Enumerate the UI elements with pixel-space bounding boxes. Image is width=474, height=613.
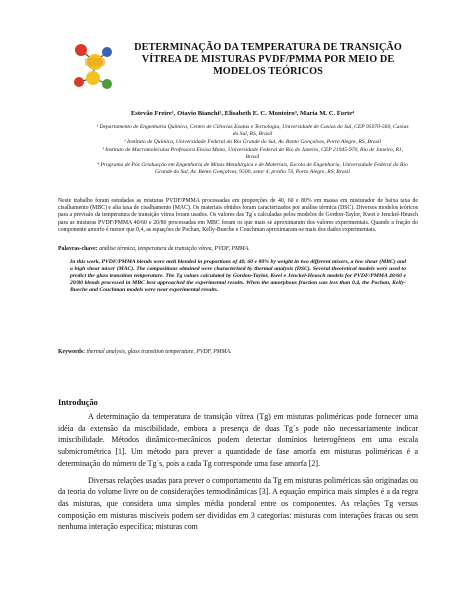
paper-title — [118, 42, 418, 78]
keywords-text: thermal analysis, glass transition temperature, PVDF, PMMA. — [86, 349, 232, 355]
molecule-logo-icon — [69, 36, 119, 94]
affiliation-4: ⁴ Programa de Pós Graduação em Engenharia de Minas Metalúrgica e de Materiais, Escola de Engenharia, Universidade Federal do Rio Grande do Sul, Av. Bento Gonçalves, 9500, setor 4, prédio 74, Porto Alegre, RS, Brasil — [97, 162, 408, 176]
affiliation-3: ³ Instituto de Macromoléculas Professora Eloisa Mano, Universidade Federal do Rio de Janeiro, CEP 21945-970, Rio de Janeiro, RJ, Brasil — [102, 147, 403, 161]
affiliation-2: ² Instituto de Química, Universidade Federal do Rio Grande do Sul, Av. Bento Gonçalves, Porto Alegre, RS, Brasil — [123, 139, 382, 145]
keywords-label: Keywords — [58, 349, 84, 355]
author-list: Estevão Freire¹, Otavio Bianchi², Elisabeth E. C. Monteiro³, Maria M. C. Forte⁴ — [130, 110, 355, 117]
intro-section — [58, 411, 418, 533]
title-line: VÍTREA DE MISTURAS PVDF/PMMA POR MEIO DE — [141, 54, 395, 65]
title-line: DETERMINAÇÃO DA TEMPERATURA DE TRANSIÇÃO — [134, 42, 402, 53]
keywords: Keywords: thermal analysis, glass transition temperature, PVDF, PMMA. — [58, 349, 232, 355]
intro-paragraph: Diversas relações usadas para prever o comportamento da Tg em misturas poliméricas são originadas ou da teoria do volume livre ou de considerações termodinâmicas [3]. A equação empírica mais simples é a da regra das misturas, que considera uma simples média ponderal entre os componentes. As relações Tg versus composição em misturas miscíveis podem ser divididas em 3 categorias: misturas com interações fracas ou sem nenhuma interação específica; misturas com — [58, 475, 418, 532]
abstract-paragraph: In this work, PVDF/PMMA blends were melt blended in proportions of 40, 60 e 80% by weight in two different mixers, a low shear (MBC) and a high shear mixer (MAC). The compositions obtained were characterized by thermal analysis (DSC). Several theoretical models were used to predict the glass transition temperature. The Tg values calculated by Gordon-Taylor, Kwei e Jenckel-Heusch models for PVDF/PMMA 40/60 e 20/80 blends processed in MBC best approached the experimental results. When the amorphous fraction was less than 0,4, the Pochan, Kelly-Bueche and Couchman models were near experimental results. — [70, 259, 406, 294]
palavras-chave-text: análise térmica, temperatura de transição vítrea, PVDF, PMMA. — [99, 246, 250, 252]
resumo-paragraph: Neste trabalho foram estudadas as misturas PVDF/PMMA processadas em proporções de 40, 60 e 80% em massa em misturador de baixa taxa de cisalhamento (MBC) e alta taxa de cisalhamento (MAC). Os materiais obtidos foram caracterizados por análise térmica (DSC). Diversos modelos teóricos para a previsão da temperatura de transição vítrea foram usados. Os valores das Tg´s calculadas pelos modelos de Gordon-Taylor, Kwei e Jenckel-Heusch para as misturas PVDF/PMMA 40/60 e 20/80 processadas em MBC foram os que mais se aproximaram dos valores experimentais. Quando a fração do componente amorfo é menor que 0,4, as equações de Pochan, Kelly-Bueche e Couchman aproximaram-se mais dos dados experimentais. — [58, 198, 418, 233]
section-heading: Introdução — [58, 398, 98, 407]
affiliation-1: ¹ Departamento de Engenharia Química, Centro de Ciências Exatas e Tecnologia, Universidade de Caxias do Sul, CEP 95070-560, Caxias do Sul, RS, Brasil — [96, 124, 409, 138]
title-line: MODELOS TEÓRICOS — [213, 66, 323, 77]
intro-paragraph: A determinação da temperatura de transição vítrea (Tg) em misturas poliméricas pode fornecer uma idéia da extensão da miscibilidade, embora a presença de duas Tg´s pode não necessariamente indicar imiscibilidade. Métodos dinâmico-mecânicos podem detectar domínios heterogêneos em uma escala submicrométrica [1]. Um método para prever a quantidade de fase amorfa em misturas poliméricas é a determinação do número de Tg´s, pois a cada Tg corresponde uma fase amorfa [2]. — [58, 412, 418, 468]
palavras-chave: Palavras-chave: análise térmica, temperatura de transição vítrea, PVDF, PMMA. — [58, 246, 250, 252]
palavras-chave-label: Palavras-chave — [58, 246, 96, 252]
